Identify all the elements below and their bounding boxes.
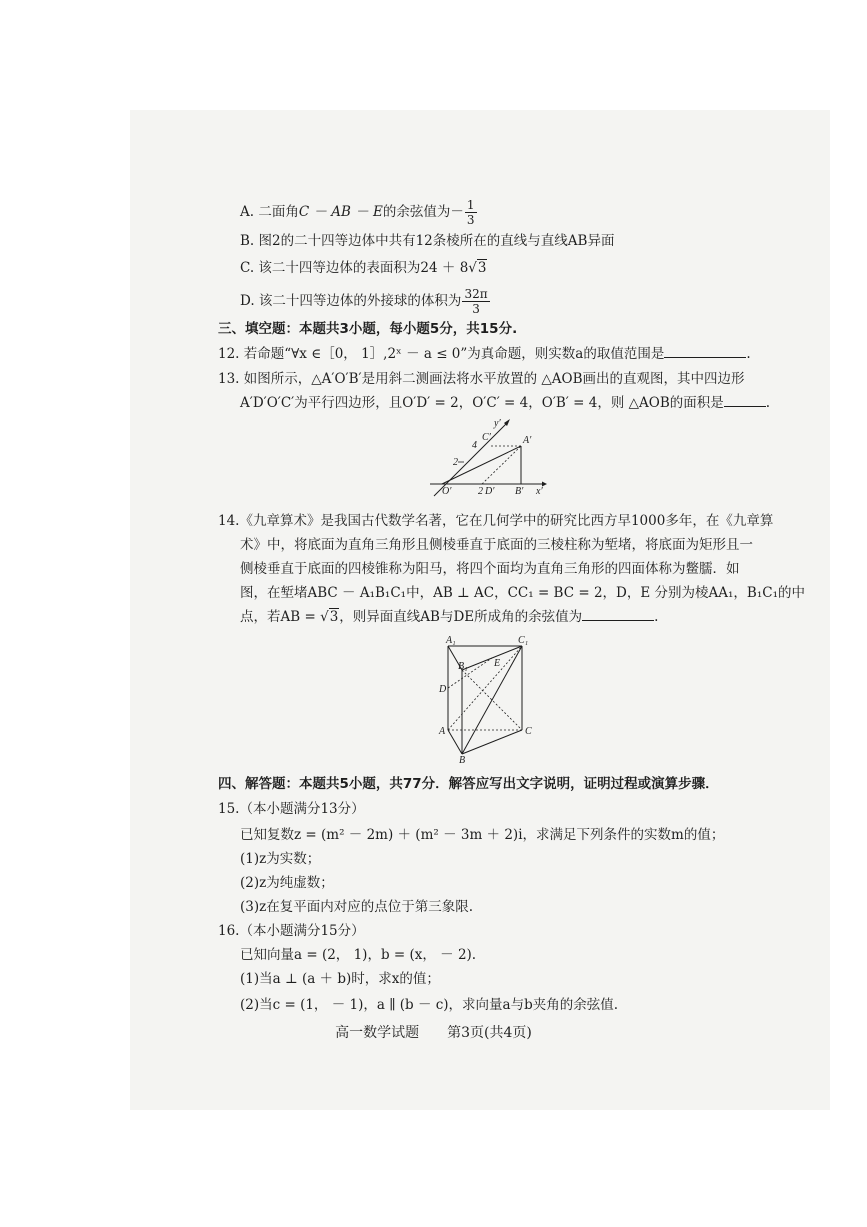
section-4-heading: 四、解答题：本题共5小题，共77分．解答应写出文字说明，证明过程或演算步骤． (218, 776, 719, 792)
label-tick-4: 4 (472, 440, 477, 451)
option-a-prefix: A. 二面角 (240, 204, 299, 220)
label-a: A (439, 726, 446, 737)
label-a1: A₁ (446, 635, 456, 646)
option-a-middle: 的余弦值为 (382, 204, 451, 220)
edge-a-b (448, 730, 462, 754)
label-d: D (439, 684, 447, 695)
q14-line5-text: ，则异面直线AB与DE所成角的余弦值为 (339, 609, 583, 625)
question-13-line-2 (240, 394, 770, 412)
segment-c1-b (462, 646, 522, 754)
label-b: B (459, 755, 466, 764)
label-x-axis: x′ (536, 486, 543, 497)
x-axis-arrow (542, 482, 547, 487)
label-c1: C₁ (518, 635, 529, 646)
q14-answer-blank[interactable] (582, 608, 654, 621)
question-15-part-1: (1)z为实数； (240, 851, 321, 867)
label-tick-2: 2 (453, 457, 458, 468)
question-15-heading: 15.（本小题满分13分） (218, 801, 365, 817)
question-14-line-1: 14.《九章算术》是我国古代数学名著，它在几何学中的研究比西方早1000多年，在《九章算 (218, 513, 774, 529)
option-c-prefix: C. 该二十四等边体的表面积为24 ＋ 8 (240, 260, 469, 276)
option-d-numerator: 32π (464, 287, 488, 301)
dashed-line-d-a (482, 446, 521, 484)
q11-option-c: C. 该二十四等边体的表面积为24 ＋ 8√3 (240, 260, 487, 276)
option-a-denominator: 3 (466, 213, 475, 227)
q13-text: A′D′O′C′为平行四边形，且O′D′ = 2，O′C′ = 4，O′B′ = 4，则 △AOB的面积是 (240, 395, 724, 411)
label-b1: B₁ (458, 661, 468, 672)
q11-option-a (240, 198, 478, 227)
question-15-part-3: (3)z在复平面内对应的点位于第三象限. (240, 899, 474, 915)
figure-13-oblique-drawing (420, 415, 550, 500)
q13-end: . (765, 395, 771, 411)
q11-option-d (240, 287, 491, 316)
question-14-line-3: 侧棱垂直于底面的四棱锥称为阳马，将四个面均为直角三角形的四面体称为鳖臑．如 (240, 561, 740, 577)
label-b-prime: B′ (515, 486, 524, 497)
page-footer (0, 1022, 867, 1042)
q14-line5-prefix: 点，若AB = (240, 609, 321, 625)
option-c-radicand: 3 (477, 260, 487, 276)
segment-a-c1 (448, 646, 522, 730)
question-14-line-2: 术》中，将底面为直角三角形且侧棱垂直于底面的三棱柱称为堑堵，将底面为矩形且一 (240, 537, 753, 553)
segment-d-e (448, 658, 492, 688)
q12-text: 12. 若命题“∀x ∈［0， 1］,2ˣ － a ≤ 0”为真命题，则实数a的取值范围是 (218, 346, 665, 362)
edge-b-c (462, 730, 522, 754)
section-3-heading: 三、填空题：本题共3小题，每小题5分，共15分. (218, 321, 518, 337)
question-12 (218, 345, 751, 363)
question-16-stem: 已知向量a = (2， 1)，b = (x， － 2). (240, 947, 477, 963)
question-14-line-4: 图，在堑堵ABC － A₁B₁C₁中，AB ⊥ AC，CC₁ = BC = 2，D，E 分别为棱AA₁，B₁C₁的中 (240, 585, 805, 601)
q14-radicand: 3 (329, 609, 339, 625)
question-16-heading: 16.（本小题满分15分） (218, 923, 365, 939)
q13-answer-blank[interactable] (724, 394, 766, 407)
footer-page-number: 第3页(共4页) (447, 1025, 532, 1041)
label-tick-2-x: 2 (478, 486, 483, 497)
q12-end: . (746, 346, 751, 362)
footer-title: 高一数学试题 (335, 1025, 420, 1041)
figure-14-prism (432, 632, 542, 764)
question-14-line-5: 点，若AB = √3，则异面直线AB与DE所成角的余弦值为 . (240, 609, 659, 625)
q11-option-b: B. 图2的二十四等边体中共有12条棱所在的直线与直线AB异面 (240, 233, 615, 249)
option-a-expression: C － AB － E (298, 204, 383, 220)
label-o-prime: O′ (442, 486, 452, 497)
option-d-fraction (462, 287, 489, 316)
question-16-part-2: (2)当c = (1， － 1)，a ∥ (b － c)，求向量a与b夹角的余弦值. (240, 997, 619, 1013)
option-a-fraction (465, 198, 477, 227)
label-a-prime: A′ (523, 435, 532, 446)
label-c: C (525, 726, 532, 737)
question-15-stem: 已知复数z = (m² － 2m) ＋ (m² － 3m ＋ 2)i，求满足下列条件的实数m的值； (240, 827, 725, 843)
q12-answer-blank[interactable] (664, 345, 746, 358)
question-15-part-2: (2)z为纯虚数； (240, 875, 334, 891)
q14-end: . (654, 609, 659, 625)
label-e: E (494, 658, 501, 669)
option-a-numerator: 1 (466, 198, 475, 212)
option-a-negative-sign: － (450, 204, 464, 220)
question-13-line-1: 13. 如图所示，△A′O′B′是用斜二测画法将水平放置的 △AOB画出的直观图，其中四边形 (218, 371, 745, 387)
option-d-prefix: D. 该二十四等边体的外接球的体积为 (240, 293, 462, 309)
label-d-prime: D′ (485, 486, 495, 497)
label-y-axis: y′ (494, 418, 501, 429)
option-d-denominator: 3 (472, 302, 480, 316)
question-16-part-1: (1)当a ⊥ (a ＋ b)时，求x的值； (240, 971, 440, 987)
label-c-prime: C′ (482, 432, 491, 443)
